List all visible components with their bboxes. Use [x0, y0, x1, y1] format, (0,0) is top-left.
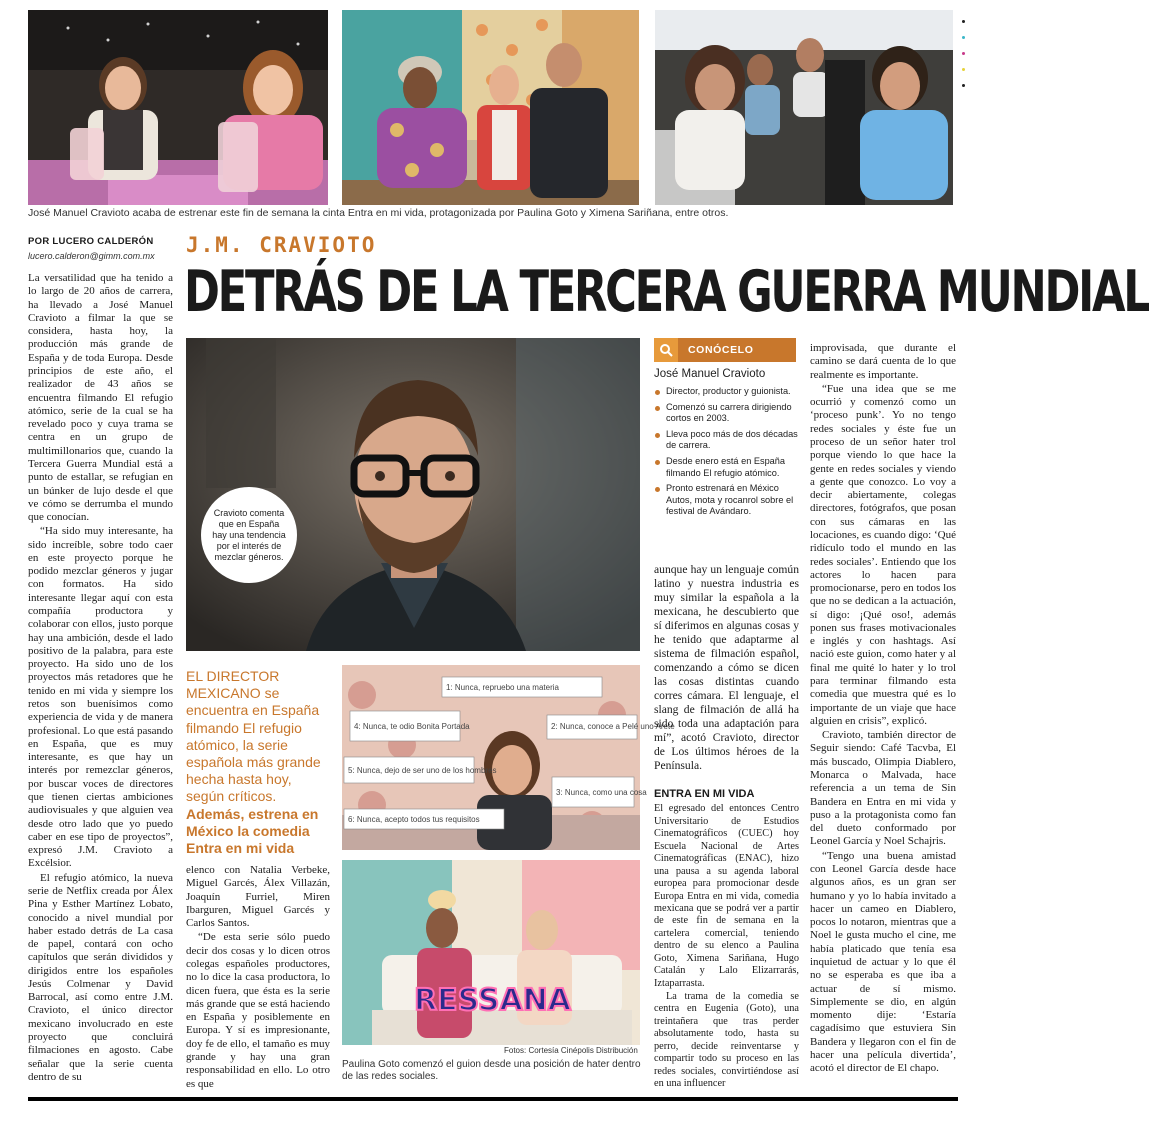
photo-kitchen-scene [342, 10, 639, 205]
paragraph: El egresado del entonces Centro Universitario de Estudios Cinematográficos (CUEC) hoy Escuela Nacional de Artes Cinematográficas (ENAC), hizo una pausa a su agenda laboral europea para promocionar desde Europa Entra en mi vida, comedia mexicana que se podrá ver a partir de este fin de semana en la cartelera comercial, teniendo dentro de su elenco a Paulina Goto, Ximena Sariñana, Hugo Catalán y Lalo Elizarrarás, Iztaparrasta. [654, 803, 799, 989]
color-registration-marks [962, 20, 968, 100]
body-column-3b [654, 786, 799, 1092]
paragraph: aunque hay un lenguaje común latino y nuestra industria es muy similar la española a la mexicana, he descubierto que sí diferimos en algunas cosas y he tenido que adaptarme al sistema de filmación español, comenzando a cómo se dicen las cosas distintas cuando corres cámara. El lenguaje, el slang de filmación de allá ha sido toda una adaptación para mí”, acotó Cravioto, director de Los últimos héroes de la Península. [654, 563, 799, 772]
paragraph: “Ha sido muy interesante, ha sido increíble, sobre todo caer en este proyecto porque he podido mezclar géneros y jugar con formatos. Ha sido interesante llegar aquí con esta compañía productora y colaborar con ellos, justo porque hay una ambición, desde el lado positivo de la palabra, para este proyecto. Ha sido uno de los proyectos más retadores que he tenido en mi vida y siempre los retos son buenísimos como experiencia de vida y de manera profesional. Lo que está pasando en España, que es muy interesante, es que hay un interés por remezclar géneros, por buscar voces de directores que tienen ciertas ambiciones audiovisuales y que alguien vea desde otro lado que yo puedo caber en ese tipo de proyectos”, expresó J.M. Cravioto a Excélsior. [28, 525, 173, 870]
list-item: Director, productor y guionista. [654, 386, 799, 398]
sticky-note-2: 2: Nunca, conoce a Pelé uno Arete [551, 722, 675, 731]
sidebar-label: CONÓCELO [688, 344, 754, 356]
list-item: Lleva poco más de dos décadas de carrera. [654, 429, 799, 452]
paragraph: “Fue una idea que se me ocurrió y comenzó como un ‘proceso punk’. Yo no tengo redes sociales y éste fue un proceso de un señor hater trol porque viendo lo que hace la gente en redes sociales y viendo a gente que conozco. Lo voy a decir abiertamente, colegas directores, fotógrafos, que posan con sus cámaras en las locaciones, es cuando digo: ‘Qué ridículo todo el mundo en las redes sociales’. Entiendo que los actores lo hacen para promocionarse, pero en todos los que no se dedican a la actuación, sí digo: ¡Qué oso!, además ponen sus frases motivacionales e inglés y con hashtags. Así nació este guion, como hater y al final me quité lo hater y lo trol para terminar filmando esta comedia que muestra qué es lo importante de un viaje que hace alguien en crisis”, explicó. [810, 382, 956, 727]
body-column-2 [186, 864, 330, 1092]
paragraph: La trama de la comedia se centra en Eugenia (Goto), una treintañera que tras perder absolutamente todo, hasta su perro, decide reinventarse y compartir todo su proceso en las redes sociales, convirtiéndose así en una influencer [654, 991, 799, 1090]
sidebar-facts [654, 386, 799, 518]
pull-quote-lead: EL DIRECTOR MEXICANO se encuentra en España filmando El refugio atómico, la serie española más grande hecha hasta hoy, según críticos. [186, 668, 321, 805]
paragraph: improvisada, que durante el camino se dará cuenta de lo que realmente es importante. [810, 342, 956, 381]
paragraph: El refugio atómico, la nueva serie de Netflix creada por Álex Pina y Esther Martínez Lobato, conocido a nivel mundial por haber estado detrás de La casa de papel, contará con ocho capítulos que serán divididos y dirigidos entre los españoles Jesús Colmenar y David Barrocal, así como entre J.M. Cravioto, el único director mexicano involucrado en este proyecto que concluirá filmaciones en agosto. Cabe señalar que la serie cuenta dentro de su [28, 871, 173, 1083]
body-column-3 [654, 563, 799, 774]
kicker: J.M. CRAVIOTO [186, 233, 377, 257]
bottom-rule [28, 1097, 958, 1101]
sticky-note-5: 5: Nunca, dejo de ser uno de los hombres [348, 766, 497, 775]
body-column-4 [810, 342, 956, 1076]
paragraph: “Tengo una buena amistad con Leonel García desde hace algunos años, es un gran ser humano y yo lo había invitado a hacer un cameo en Diablero, pocos lo notaron, mientras que a Noel le gusta mucho el cine, me había platicado que tenía esa inquietud de actuar y lo que él no se esperaba es que iba a actuar de sí mismo. Simplemente se dio, en algún momento dije: ‘Estaría cagadísimo que estuviera Sin Bandera y llegaron con el fin de hacer una película divertida’, acotó el director de El chapo. [810, 849, 956, 1075]
bottom-photo-caption: Paulina Goto comenzó el guion desde una posición de hater dentro de las redes sociales. [342, 1059, 641, 1082]
search-icon [654, 338, 678, 362]
sticky-note-3: 3: Nunca, como una cosa [556, 788, 647, 797]
list-item: Comenzó su carrera dirigiendo cortos en 2003. [654, 402, 799, 425]
paragraph: elenco con Natalia Verbeke, Miguel Garcés, Álex Villazán, Joaquín Furriel, Miren Ibarguren, Miguel Garcés y Carlos Santos. [186, 864, 330, 930]
list-item: Pronto estrenará en México Autos, mota y rocanrol sobre el festival de Avándaro. [654, 483, 799, 518]
photo-cafe-scene [28, 10, 328, 205]
sticky-note-6: 6: Nunca, acepto todos tus requisitos [348, 815, 480, 824]
pull-quote-emphasis: Además, estrena en México la comedia Entra en mi vida [186, 805, 319, 857]
author-email[interactable]: lucero.calderon@gimm.com.mx [28, 251, 155, 261]
photo-film-still-notes [342, 665, 675, 850]
photo-credit: Fotos: Cortesía Cinépolis Distribución [504, 1046, 638, 1055]
paragraph: “De esta serie sólo puedo decir dos cosas y lo dicen otros colegas españoles productores, no lo dice la casa productora, lo dicen fuera, que ésta es la serie más grande que se está haciendo en España y posiblemente en Europa. Y sí es impresionante, doy fe de ello, el tamaño es muy grande y hay una gran responsabilidad en ello. Lo otro es que [186, 931, 330, 1090]
list-item: Desde enero está en España filmando El refugio atómico. [654, 456, 799, 479]
body-column-1 [28, 272, 173, 1085]
byline: POR LUCERO CALDERÓN [28, 236, 154, 247]
sticky-note-1: 1: Nunca, repruebo una materia [446, 683, 559, 692]
photo-car-scene [655, 10, 953, 205]
photo-film-still-couch [342, 860, 640, 1045]
sidebar-name: José Manuel Cravioto [654, 368, 766, 380]
headline: DETRÁS DE LA TERCERA GUERRA MUNDIAL [184, 259, 1149, 325]
section-heading: ENTRA EN MI VIDA [654, 788, 755, 800]
top-photo-caption: José Manuel Cravioto acaba de estrenar este fin de semana la cinta Entra en mi vida, protagonizada por Paulina Goto y Ximena Sariñana, entre otros. [28, 207, 729, 219]
paragraph: Cravioto, también director de Seguir siendo: Café Tacvba, El más buscado, Olimpia Diablero, Monarca o Malvada, hace referencia a un tema de Sin Bandera en Entra en mi vida y puso a la protagonista como fan del dueto conformado por Leonel García y Noel Schajris. [810, 729, 956, 848]
pull-quote [186, 668, 330, 857]
portrait-quote-bubble: Cravioto comenta que en España hay una tendencia por el interés de mezclar géneros. [201, 487, 297, 583]
sidebar-header [654, 338, 796, 362]
sidebar-conocelo [654, 338, 799, 522]
paragraph: La versatilidad que ha tenido a lo largo de 20 años de carrera, ha llevado a José Manuel Cravioto a filmar la que se considera, hasta hoy, la producción más grande de España y de toda Europa. Desde principios de este año, el realizador de 43 años se encuentra filmando El refugio atómico, serie de la cual se ha revelado poco y cuya trama se centra en un grupo de multimillonarios que, cuando la Tercera Guerra Mundial está a punto de estallar, se refugian en un búnker de lujo desde el que ve cómo se derrumba el mundo que conocían. [28, 272, 173, 524]
svg-text:RESSANA: RESSANA [414, 983, 572, 1018]
sticky-note-4: 4: Nunca, te odio Bonita Portada [354, 722, 470, 731]
ressana-logo [414, 983, 572, 1018]
